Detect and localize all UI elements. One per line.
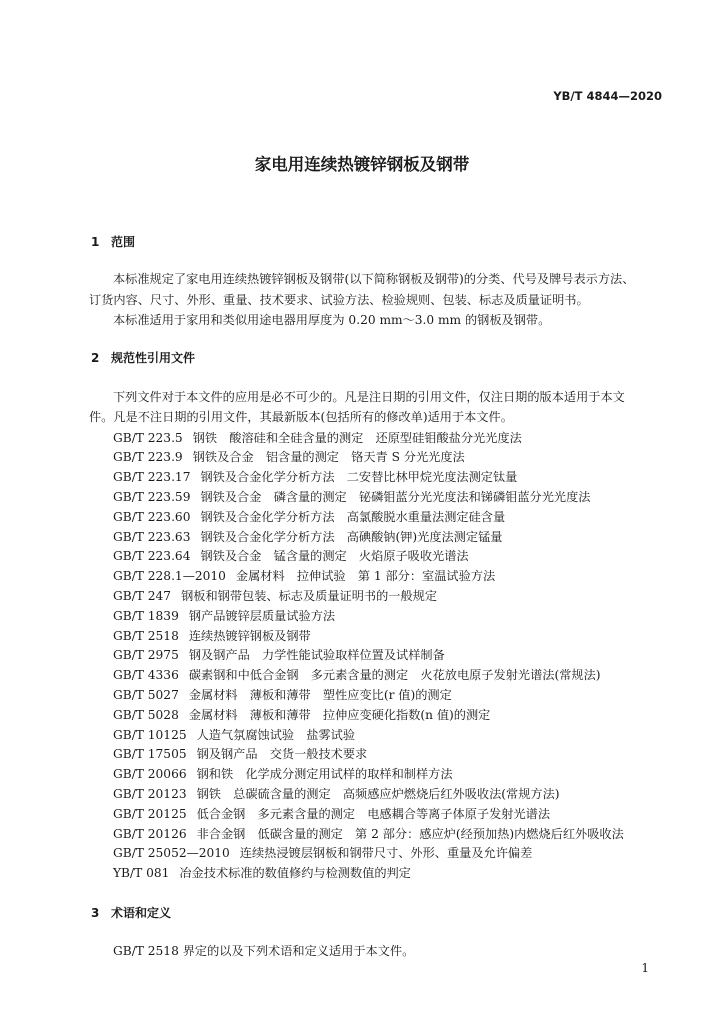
section-1-heading: [91, 233, 135, 250]
reference-item: [113, 547, 469, 564]
reference-title: 钢和铁 化学成分测定用试样的取样和制样方法: [196, 767, 453, 782]
scope-paragraph-line-1: 本标准规定了家电用连续热镀锌钢板及钢带(以下简称钢板及钢带)的分类、代号及牌号表示方法、: [113, 272, 635, 286]
reference-code: GB/T 223.59: [113, 489, 191, 504]
reference-code: GB/T 247: [113, 588, 172, 603]
reference-title: 钢铁及合金化学分析方法 二安替比林甲烷光度法测定钛量: [200, 470, 518, 485]
standard-code: YB/T 4844—2020: [553, 89, 662, 103]
reference-item: [113, 488, 590, 505]
reference-code: GB/T 17505: [113, 747, 187, 762]
reference-title: 钢铁 酸溶硅和全硅含量的测定 还原型硅钼酸盐分光光度法: [192, 430, 522, 445]
reference-code: GB/T 223.9: [113, 450, 183, 465]
reference-item: [113, 666, 601, 683]
reference-code: GB/T 20123: [113, 786, 187, 801]
references-intro-line-2: 件。凡是不注日期的引用文件，其最新版本(包括所有的修改单)适用于本文件。: [89, 410, 513, 424]
reference-item: [113, 825, 624, 842]
reference-title: 钢铁及合金化学分析方法 高碘酸钠(钾)光度法测定锰量: [200, 529, 503, 544]
reference-code: YB/T 081: [113, 866, 170, 881]
reference-item: [113, 508, 505, 525]
reference-title: 金属材料 薄板和薄带 拉伸应变硬化指数(n 值)的测定: [188, 707, 491, 722]
reference-item: [113, 844, 532, 861]
reference-item: [113, 805, 550, 822]
reference-title: 钢铁及合金 锰含量的测定 火焰原子吸收光谱法: [200, 549, 469, 564]
reference-title: 非合金钢 低碳含量的测定 第 2 部分：感应炉(经预加热)内燃烧后红外吸收法: [196, 826, 624, 841]
reference-title: 钢铁及合金化学分析方法 高氯酸脱水重量法测定硅含量: [200, 509, 506, 524]
reference-title: 钢及钢产品 交货一般技术要求: [196, 747, 368, 762]
reference-code: GB/T 2518: [113, 628, 179, 643]
reference-item: [113, 587, 437, 604]
section-heading-text: 范围: [111, 235, 136, 249]
reference-item: [113, 726, 355, 743]
reference-title: 金属材料 薄板和薄带 塑性应变比(r 值)的测定: [188, 687, 452, 702]
reference-code: GB/T 5027: [113, 687, 179, 702]
reference-code: GB/T 20066: [113, 767, 187, 782]
reference-code: GB/T 4336: [113, 668, 179, 683]
terms-paragraph: GB/T 2518 界定的以及下列术语和定义适用于本文件。: [113, 944, 415, 958]
section-heading-text: 规范性引用文件: [111, 351, 196, 365]
reference-title: 金属材料 拉伸试验 第 1 部分：室温试验方法: [235, 569, 496, 584]
section-number: 2: [91, 351, 100, 365]
section-number: 1: [91, 235, 100, 249]
reference-title: 钢铁及合金 磷含量的测定 铋磷钼蓝分光光度法和锑磷钼蓝分光光度法: [200, 489, 591, 504]
reference-item: [113, 864, 411, 881]
reference-item: [113, 646, 445, 663]
reference-title: 连续热镀锌钢板及钢带: [188, 628, 311, 643]
reference-item: [113, 567, 495, 584]
section-heading-text: 术语和定义: [111, 906, 172, 920]
reference-code: GB/T 10125: [113, 727, 187, 742]
reference-item: [113, 528, 502, 545]
reference-code: GB/T 2975: [113, 648, 179, 663]
page-number: 1: [641, 961, 649, 975]
reference-code: GB/T 25052—2010: [113, 846, 230, 861]
reference-item: [113, 627, 311, 644]
reference-item: [113, 448, 465, 465]
scope-paragraph-line-2: 订货内容、尺寸、外形、重量、技术要求、试验方法、检验规则、包装、标志及质量证明书。: [89, 293, 589, 307]
reference-code: GB/T 223.64: [113, 549, 191, 564]
reference-title: 钢产品镀锌层质量试验方法: [188, 608, 336, 623]
reference-code: GB/T 20126: [113, 826, 187, 841]
reference-title: 连续热浸镀层钢板和钢带尺寸、外形、重量及允许偏差: [239, 846, 533, 861]
section-3-heading: [91, 904, 171, 921]
reference-code: GB/T 20125: [113, 806, 187, 821]
reference-code: GB/T 228.1—2010: [113, 569, 226, 584]
scope-applicability-paragraph: 本标准适用于家用和类似用途电器用厚度为 0.20 mm～3.0 mm 的钢板及钢带。: [113, 313, 551, 327]
reference-code: GB/T 223.17: [113, 470, 191, 485]
section-2-heading: [91, 349, 195, 366]
reference-title: 钢铁及合金 铝含量的测定 铬天青 S 分光光度法: [192, 450, 465, 465]
reference-item: [113, 745, 367, 762]
reference-item: [113, 686, 452, 703]
reference-code: GB/T 223.5: [113, 430, 183, 445]
reference-code: GB/T 223.60: [113, 509, 191, 524]
section-number: 3: [91, 906, 100, 920]
references-intro-line-1: 下列文件对于本文件的应用是必不可少的。凡是注日期的引用文件，仅注日期的版本适用于本文: [113, 390, 625, 404]
reference-title: 冶金技术标准的数值修约与检测数值的判定: [179, 866, 411, 881]
reference-title: 钢及钢产品 力学性能试验取样位置及试样制备: [188, 648, 445, 663]
reference-item: [113, 706, 490, 723]
reference-title: 碳素钢和中低合金钢 多元素含量的测定 火花放电原子发射光谱法(常规法): [188, 668, 601, 683]
reference-title: 钢铁 总碳硫含量的测定 高频感应炉燃烧后红外吸收法(常规方法): [196, 786, 560, 801]
reference-item: [113, 607, 335, 624]
reference-code: GB/T 223.63: [113, 529, 191, 544]
reference-title: 人造气氛腐蚀试验 盐雾试验: [196, 727, 356, 742]
reference-title: 钢板和钢带包装、标志及质量证明书的一般规定: [181, 588, 438, 603]
reference-item: [113, 785, 560, 802]
reference-code: GB/T 5028: [113, 707, 179, 722]
document-title: 家电用连续热镀锌钢板及钢带: [254, 155, 470, 174]
reference-item: [113, 468, 517, 485]
reference-title: 低合金钢 多元素含量的测定 电感耦合等离子体原子发射光谱法: [196, 806, 551, 821]
reference-item: [113, 765, 453, 782]
reference-code: GB/T 1839: [113, 608, 179, 623]
reference-item: [113, 429, 522, 446]
